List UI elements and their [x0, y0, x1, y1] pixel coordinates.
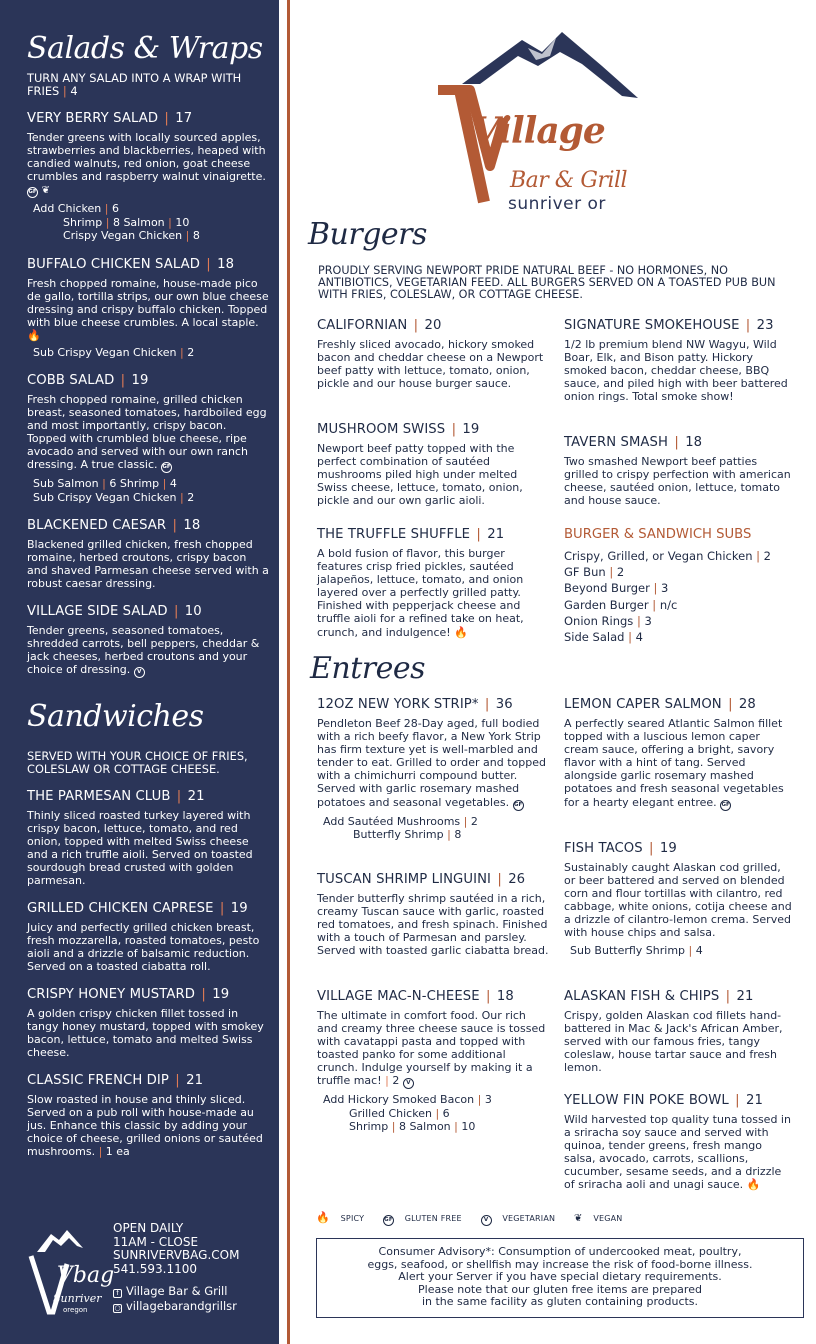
- phone-number[interactable]: 541.593.1100: [113, 1261, 197, 1276]
- menu-item-title: COBB SALAD | 19: [27, 373, 149, 388]
- sub-ons: Sub Butterfly Shrimp | 4: [570, 943, 703, 957]
- menu-item-title: VILLAGE SIDE SALAD | 10: [27, 604, 202, 619]
- menu-item-title: LEMON CAPER SALMON | 28: [564, 697, 756, 712]
- menu-item-title: VERY BERRY SALAD | 17: [27, 111, 193, 126]
- vbag-logo-sub2: oregon: [63, 1306, 88, 1314]
- legend-spicy: 🔥 SPICY: [316, 1211, 365, 1224]
- subs-list: [564, 548, 771, 645]
- legend-gluten-free: GF GLUTEN FREE: [383, 1214, 470, 1223]
- menu-item-desc: Blackened grilled chicken, fresh chopped romaine, herbed croutons, crispy bacon and shaved Parmesan cheese served with a robust caesar dressing.: [27, 538, 269, 590]
- entrees-heading: Entrees: [310, 651, 426, 686]
- consumer-advisory: Consumer Advisory*: Consumption of undercooked meat, poultry, eggs, seafood, or shellfish may increase the risk of food-borne illness. Alert your Server if you have special dietary requirements. Please note that our gluten free items are prepared in the same facility as gluten containing products.: [316, 1238, 804, 1318]
- burgers-heading: Burgers: [308, 217, 427, 252]
- menu-item-desc: The ultimate in comfort food. Our rich and creamy three cheese sauce is tossed with cavatappi pasta and topped with toasted panko for some additional crunch. Indulge yourself by making it a truffle mac! | 2 V: [317, 1009, 546, 1088]
- salads-heading: Salads & Wraps: [27, 31, 263, 66]
- menu-item-desc: A perfectly seared Atlantic Salmon fillet topped with a luscious lemon caper cream sauce, offering a bright, savory flavor with a hint of tang. Served alongside garlic rosemary mashed potatoes and fresh seasonal vegetables for a hearty elegant entree. GF: [564, 717, 784, 809]
- spicy-flame-icon: 🔥: [454, 625, 468, 639]
- sandwiches-note: SERVED WITH YOUR CHOICE OF FRIES, COLESLAW OR COTTAGE CHEESE.: [27, 749, 248, 776]
- left-panel: [0, 0, 279, 1344]
- logo-bar-grill: Bar & Grill: [510, 168, 628, 193]
- instagram-link[interactable]: ○ villagebarandgrillsr: [114, 1299, 237, 1313]
- website-link[interactable]: SUNRIVERVBAG.COM: [113, 1248, 240, 1262]
- village-logo: [432, 26, 646, 216]
- menu-item-title: YELLOW FIN POKE BOWL | 21: [564, 1093, 763, 1108]
- spicy-flame-icon: 🔥: [27, 328, 41, 342]
- vegetarian-icon: V: [481, 1215, 492, 1226]
- vegan-leaf-icon: ❦: [573, 1213, 583, 1224]
- menu-item-desc: Tender butterfly shrimp sautéed in a rich, creamy Tuscan sauce with garlic, roasted red tomatoes, and fresh spinach. Finished with a touch of Parmesan and parsley. Served with toasted garlic ciabatta bread.: [317, 892, 549, 958]
- gluten-free-icon: GF: [513, 800, 524, 811]
- menu-item-desc: Tender greens with locally sourced apples, strawberries and blackberries, heaped with candied walnuts, red onion, goat cheese crumbles and raspberry walnut vinaigrette. GF ❦: [27, 131, 266, 196]
- menu-item-desc: Freshly sliced avocado, hickory smoked bacon and cheddar cheese on a Newport beef patty with lettuce, tomato, onion, pickle and our house burger sauce.: [317, 338, 544, 391]
- menu-item-desc: Wild harvested top quality tuna tossed in a sriracha soy sauce and served with quinoa, tender greens, fresh mango salsa, avocado, carrots, scallions, cucumber, sesame seeds, and a drizzle of sriracha aoli and unagi sauce. 🔥: [564, 1113, 791, 1192]
- menu-item-title: TUSCAN SHRIMP LINGUINI | 26: [317, 872, 526, 887]
- menu-item-desc: A golden crispy chicken fillet tossed in tangy honey mustard, topped with smokey bacon, lettuce, tomato and melted Swiss cheese.: [27, 1007, 264, 1059]
- hours-info: OPEN DAILY 11AM - CLOSE SUNRIVERVBAG.COM 541.593.1100: [113, 1221, 240, 1276]
- list-item: Crispy, Grilled, or Vegan Chicken | 2: [564, 549, 771, 563]
- menu-item-title: BUFFALO CHICKEN SALAD | 18: [27, 256, 235, 272]
- menu-item-title: CALIFORNIAN | 20: [317, 318, 442, 333]
- menu-item-title: CRISPY HONEY MUSTARD | 19: [27, 987, 230, 1002]
- facebook-icon: f: [113, 1289, 122, 1298]
- menu-item-title: FISH TACOS | 19: [564, 841, 677, 856]
- menu-item-desc: 1/2 lb premium blend NW Wagyu, Wild Boar, Elk, and Bison patty. Hickory smoked bacon, cheddar cheese, BBQ sauce, and piled high with beer battered onion rings. Total smoke show!: [564, 338, 788, 404]
- menu-item-desc: Newport beef patty topped with the perfect combination of sautéed mushrooms piled high under melted Swiss cheese, lettuce, tomato, onion, pickle and our own garlic aioli.: [317, 442, 523, 508]
- gluten-free-icon: GF: [161, 462, 172, 473]
- spicy-flame-icon: 🔥: [746, 1178, 761, 1192]
- legend-vegan: ❦ VEGAN: [573, 1213, 623, 1224]
- facebook-link[interactable]: f Village Bar & Grill: [113, 1284, 237, 1299]
- burgers-note: PROUDLY SERVING NEWPORT PRIDE NATURAL BEEF - NO HORMONES, NO ANTIBIOTICS, VEGETARIAN FEED. ALL BURGERS SERVED ON A TOASTED PUB BUN WITH FRIES, COLESLAW, OR COTTAGE CHEESE.: [318, 264, 776, 301]
- menu-item-title: THE PARMESAN CLUB | 21: [27, 789, 205, 804]
- vegetarian-icon: V: [403, 1078, 414, 1089]
- menu-item-desc: Thinly sliced roasted turkey layered with crispy bacon, lettuce, tomato, and red onion, topped with melted Swiss cheese and a rich truffle aioli. Served on toasted sourdough bread crusted with golden parmesan.: [27, 809, 253, 887]
- menu-item-title: CLASSIC FRENCH DIP | 21: [27, 1073, 204, 1088]
- gluten-free-icon: GF: [383, 1215, 394, 1226]
- contact-footer: [27, 1222, 277, 1332]
- gluten-free-icon: GF: [27, 187, 38, 198]
- panel-gap: [279, 0, 287, 1344]
- menu-item-desc: Crispy, golden Alaskan cod fillets hand-battered in Mac & Jack's African Amber, served with our famous fries, tangy coleslaw, house tartar sauce and fresh lemon.: [564, 1009, 783, 1075]
- menu-item-desc: Fresh chopped romaine, house-made pico de gallo, tortilla strips, our own blue cheese dressing and crispy buffalo chicken. Topped with blue cheese crumbles. A local staple.🔥: [27, 276, 269, 342]
- legend-vegetarian: V VEGETARIAN: [481, 1214, 564, 1223]
- menu-item-desc: Juicy and perfectly grilled chicken breast, fresh mozzarella, roasted tomatoes, pesto aioli and a drizzle of balsamic reduction. Served on a toasted ciabatta roll.: [27, 921, 260, 973]
- list-item: Beyond Burger | 3: [564, 581, 669, 596]
- menu-item-title: BLACKENED CAESAR | 18: [27, 518, 201, 533]
- menu-item-desc: Fresh chopped romaine, grilled chicken breast, seasoned tomatoes, hardboiled egg and most importantly, crispy bacon. Topped with crumbled blue cheese, ripe avocado and served with our own ranch dressing. A true classic. GF: [27, 393, 267, 471]
- add-ons: Add Chicken | 6 Shrimp | 8 Salmon | 10 Crispy Vegan Chicken | 8: [33, 202, 200, 242]
- menu-item-title: MUSHROOM SWISS | 19: [317, 422, 480, 437]
- gluten-free-icon: GF: [720, 800, 731, 811]
- menu-item-desc: Pendleton Beef 28-Day aged, full bodied with a rich beefy flavor, a New York Strip has firm texture yet is well-marbled and tender to eat. Grilled to order and topped with a chimichurri compound butter. Served with garlic rosemary mashed potatoes and seasonal vegetables. GF: [317, 717, 546, 809]
- right-panel: [290, 0, 816, 1344]
- social-links: [113, 1284, 237, 1314]
- list-item: Side Salad | 4: [564, 630, 643, 645]
- add-ons: Add Hickory Smoked Bacon | 3 Grilled Chicken | 6 Shrimp | 8 Salmon | 10: [323, 1093, 492, 1134]
- menu-item-desc: Two smashed Newport beef patties grilled to crispy perfection with american cheese, sautéed onion, lettuce, tomato and house sauce.: [564, 455, 791, 508]
- salads-wrap-note: TURN ANY SALAD INTO A WRAP WITH FRIES | 4: [27, 71, 242, 98]
- list-item: Garden Burger | n/c: [564, 597, 678, 612]
- sandwiches-heading: Sandwiches: [27, 699, 204, 734]
- sub-ons: Sub Crispy Vegan Chicken | 2: [33, 345, 195, 359]
- menu-item-title: ALASKAN FISH & CHIPS | 21: [564, 989, 754, 1004]
- instagram-icon: ○: [114, 1304, 121, 1312]
- menu-item-title: SIGNATURE SMOKEHOUSE | 23: [564, 318, 774, 333]
- menu-item-title: GRILLED CHICKEN CAPRESE | 19: [27, 901, 248, 916]
- menu-item-title: THE TRUFFLE SHUFFLE | 21: [317, 527, 505, 542]
- menu-item-title: VILLAGE MAC-N-CHEESE | 18: [317, 989, 514, 1004]
- subs-heading: BURGER & SANDWICH SUBS: [564, 527, 752, 542]
- spicy-flame-icon: 🔥: [316, 1211, 330, 1224]
- vegetarian-icon: V: [134, 667, 145, 678]
- dietary-legend: [316, 1212, 639, 1226]
- menu-item-desc: Sustainably caught Alaskan cod grilled, or beer battered and served on blended corn and flour tortillas with cilantro, red cabbage, white onions, cotija cheese and a drizzle of cilantro-lemon crema. Served with house chips and salsa.: [564, 861, 792, 940]
- logo-location: sunriver or: [508, 194, 606, 214]
- vbag-logo-sub: Sunriver: [53, 1292, 102, 1305]
- vbag-logo-text: Vbag: [57, 1263, 115, 1288]
- menu-item-title: 12OZ NEW YORK STRIP* | 36: [317, 697, 513, 712]
- vegan-leaf-icon: ❦: [41, 185, 50, 196]
- sub-ons: Sub Salmon | 6 Shrimp | 4 Sub Crispy Vegan Chicken | 2: [33, 477, 195, 504]
- list-item: GF Bun | 2: [564, 565, 625, 580]
- vbag-logo: [27, 1224, 115, 1320]
- list-item: Onion Rings | 3: [564, 613, 652, 628]
- add-ons: Add Sautéed Mushrooms | 2 Butterfly Shrimp | 8: [323, 814, 478, 842]
- logo-wordmark: Village: [472, 110, 605, 152]
- menu-item-title: TAVERN SMASH | 18: [564, 435, 703, 450]
- menu-item-desc: A bold fusion of flavor, this burger features crisp fried pickles, sautéed jalapeños, lettuce, tomato, and onion layered over a perfectly grilled patty. Finished with pepperjack cheese and truffle aioli for a refined take on heat, crunch, and indulgence! 🔥: [317, 547, 524, 639]
- menu-item-desc: Slow roasted in house and thinly sliced. Served on a pub roll with house-made au jus. Enhance this classic by adding your choice of cheese, grilled onions or sautéed mushrooms. | 1 ea: [27, 1093, 263, 1158]
- menu-item-desc: Tender greens, seasoned tomatoes, shredded carrots, bell peppers, cheddar & jack cheeses, herbed croutons and your choice of dressing. V: [27, 624, 260, 676]
